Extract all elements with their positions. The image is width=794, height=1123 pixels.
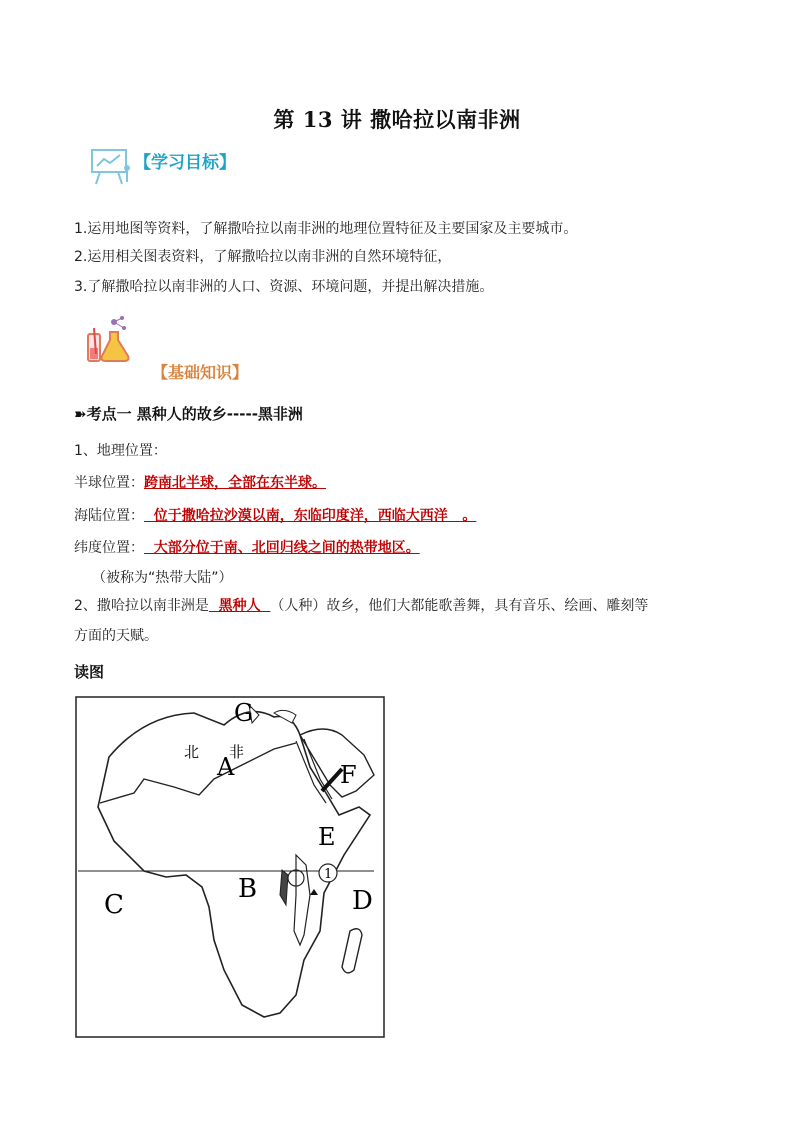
latitude-label: 纬度位置： <box>74 540 144 556</box>
item-2-row <box>74 595 648 615</box>
hemisphere-answer: 跨南北半球，全部在东半球。 <box>144 475 326 491</box>
presentation-board-icon <box>88 146 132 186</box>
hemisphere-row <box>74 472 326 492</box>
item-2-line2: 方面的天赋。 <box>74 628 158 644</box>
knowledge-banner: 【基础知识】 <box>152 363 249 382</box>
read-map-label: 读图 <box>74 663 105 681</box>
map-label-a: A <box>217 753 235 781</box>
item-2-suffix: （人种）故乡，他们大都能歌善舞，具有音乐、绘画、雕刻等 <box>270 598 649 614</box>
objective-1: 1.运用地图等资料，了解撒哈拉以南非洲的地理位置特征及主要国家及主要城市。 <box>74 221 578 237</box>
map-label-g: G <box>234 699 254 727</box>
map-label-circle1: 1 <box>324 867 333 882</box>
sea-land-label: 海陆位置： <box>74 508 144 524</box>
africa-map <box>74 695 388 1039</box>
flask-icon <box>84 314 134 364</box>
page-title: 第 13 讲 撒哈拉以南非洲 <box>273 107 521 132</box>
map-label-b: B <box>238 874 258 904</box>
hemisphere-label: 半球位置： <box>74 475 144 491</box>
sea-land-answer: 位于撒哈拉沙漠以南，东临印度洋，西临大西洋 。 <box>144 508 477 524</box>
nickname-note: （被称为“热带大陆”） <box>92 570 233 586</box>
objective-2: 2.运用相关图表资料，了解撒哈拉以南非洲的自然环境特征， <box>74 249 452 265</box>
item-2-prefix: 2、撒哈拉以南非洲是 <box>74 598 209 614</box>
item-1-heading: 1、地理位置： <box>74 443 167 459</box>
latitude-row <box>74 537 420 557</box>
map-label-c: C <box>104 890 124 920</box>
map-label-e: E <box>318 823 336 851</box>
item-2-answer: 黑种人 <box>208 598 271 614</box>
objectives-banner: 【学习目标】 <box>134 153 236 173</box>
section-heading: ➽考点一 黑种人的故乡-----黑非洲 <box>74 405 303 423</box>
map-label-north: 北 <box>184 743 200 761</box>
map-label-africa: 非 <box>229 743 245 761</box>
latitude-answer: 大部分位于南、北回归线之间的热带地区。 <box>144 540 420 556</box>
map-label-f: F <box>340 761 357 789</box>
objective-3: 3.了解撒哈拉以南非洲的人口、资源、环境问题，并提出解决措施。 <box>74 279 494 295</box>
map-label-d: D <box>352 886 373 916</box>
sea-land-row <box>74 505 476 525</box>
